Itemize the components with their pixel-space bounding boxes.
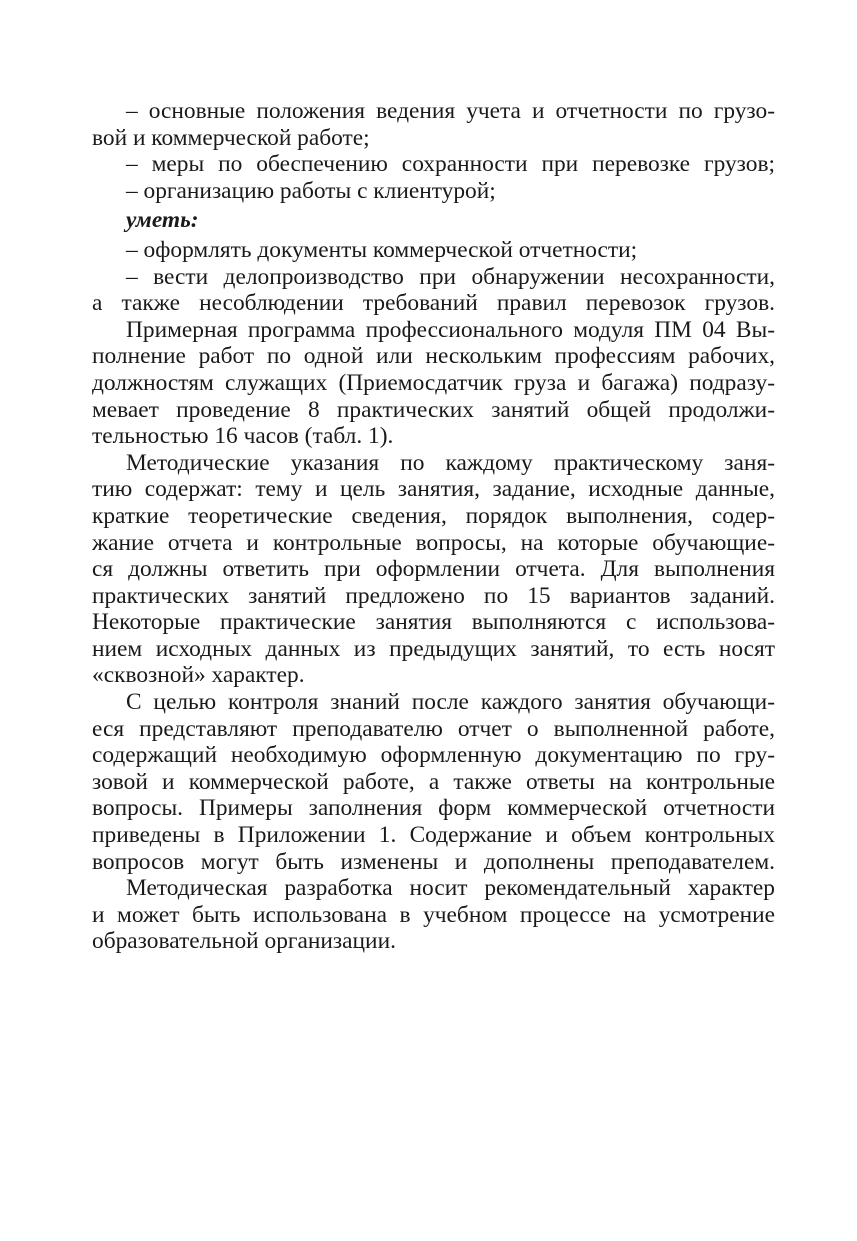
section-subheading [92, 207, 775, 234]
text-line: ся должны ответить при оформлении отчета. Для выполнения [92, 556, 775, 583]
text-line: вой и коммерческой работе; [92, 124, 370, 151]
text-line: полнение работ по одной или нескольким профессиям рабочих, [92, 343, 775, 370]
body-paragraph [92, 875, 775, 955]
text-line: Методические указания по каждому практическому заня- [126, 449, 775, 476]
text-line: – меры по обеспечению сохранности при перевозке грузов; [126, 151, 775, 178]
body-paragraph [92, 317, 775, 450]
text-line: – основные положения ведения учета и отчетности по грузо- [126, 98, 775, 124]
text-line: мевает проведение 8 практических занятий общей продолжи- [92, 396, 775, 423]
document-page [92, 98, 775, 955]
text-line: – оформлять документы коммерческой отчетности; [126, 236, 638, 263]
text-line: Примерная программа профессионального модуля ПМ 04 Вы- [126, 316, 775, 343]
text-line: Методическая разработка носит рекомендательный характер [126, 875, 775, 902]
text-line: практических занятий предложено по 15 вариантов заданий. [92, 582, 775, 609]
bullet-item [92, 237, 775, 264]
text-line: жание отчета и контрольные вопросы, на которые обучающие- [92, 529, 775, 556]
text-line: должностям служащих (Приемосдатчик груза и багажа) подразу- [92, 369, 775, 396]
text-line: содержащий необходимую оформленную документацию по гру- [92, 742, 775, 769]
text-line: вопросы. Примеры заполнения форм коммерческой отчетности [92, 795, 775, 822]
text-line: уметь: [126, 207, 199, 234]
text-line: С целью контроля знаний после каждого занятия обучающи- [126, 689, 775, 716]
text-line: нием исходных данных из предыдущих занятий, то есть носят [92, 635, 775, 662]
bullet-item [92, 264, 775, 317]
text-line: – организацию работы с клиентурой; [126, 177, 496, 204]
bullet-item [92, 151, 775, 178]
text-line: краткие теоретические сведения, порядок выполнения, содер- [92, 502, 775, 529]
body-paragraph [92, 450, 775, 689]
text-line: образовательной организации. [92, 928, 396, 955]
text-line: еся представляют преподавателю отчет о выполненной работе, [92, 715, 775, 742]
text-line: приведены в Приложении 1. Содержание и объем контрольных [92, 822, 775, 849]
text-line: зовой и коммерческой работе, а также ответы на контрольные [92, 768, 775, 795]
bullet-item [92, 178, 775, 205]
text-line: тию содержат: тему и цель занятия, задание, исходные данные, [92, 476, 775, 503]
text-line: «сквозной» характер. [92, 662, 305, 689]
text-line: Некоторые практические занятия выполняются с использова- [92, 609, 775, 636]
text-line: вопросов могут быть изменены и дополнены преподавателем. [92, 848, 775, 875]
text-line: – вести делопроизводство при обнаружении несохранности, [126, 263, 775, 290]
bullet-item [92, 98, 775, 151]
text-line: а также несоблюдении требований правил перевозок грузов. [92, 290, 775, 317]
text-line: тельностью 16 часов (табл. 1). [92, 423, 394, 450]
text-line: и может быть использована в учебном процессе на усмотрение [92, 901, 775, 928]
body-paragraph [92, 689, 775, 875]
